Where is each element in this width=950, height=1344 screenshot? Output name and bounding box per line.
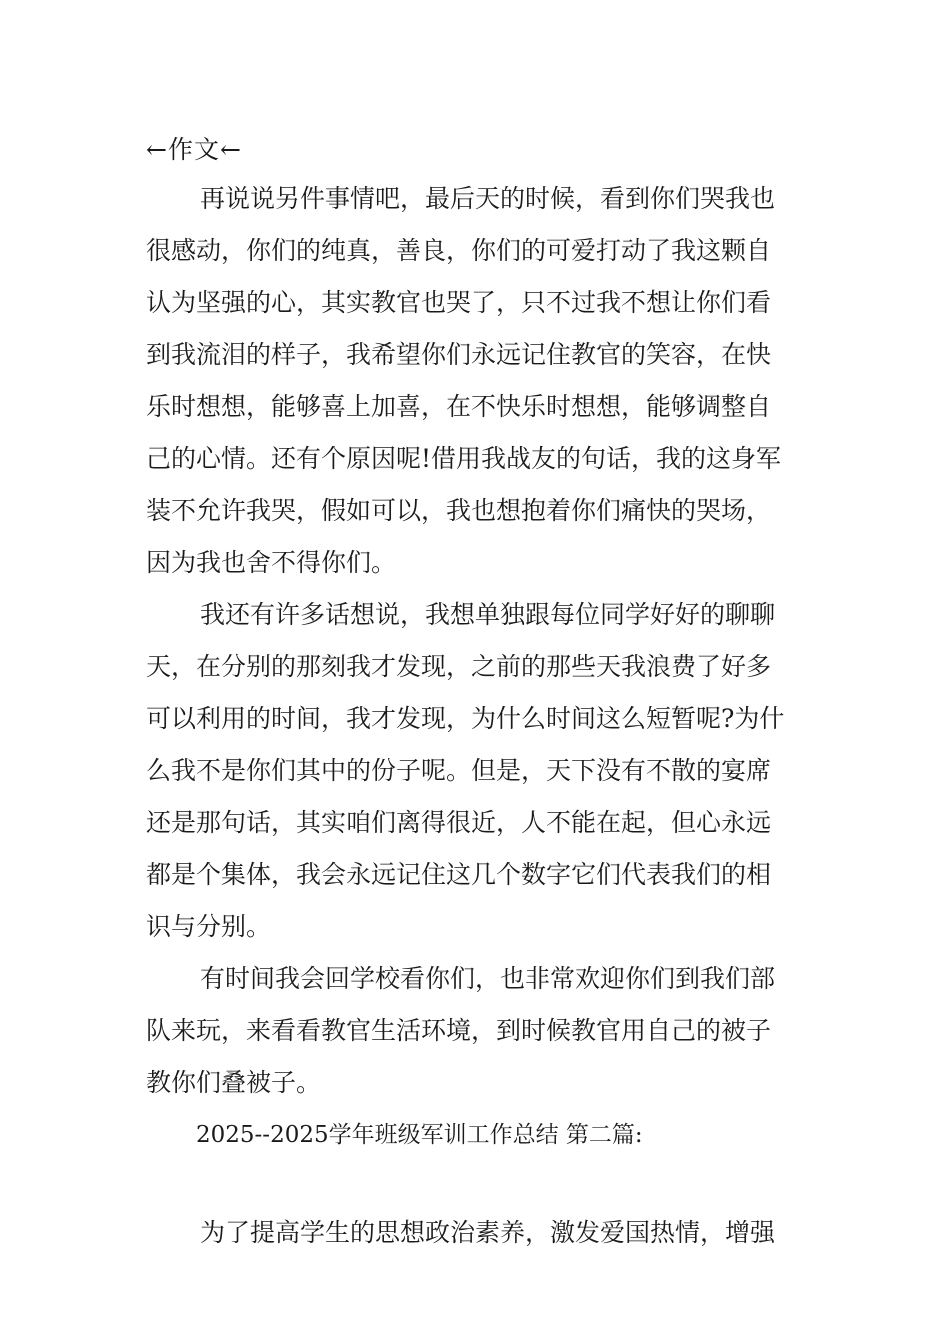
paragraph-3-line-3: 教你们叠被子。 <box>146 1068 322 1097</box>
paragraph-1-line-4: 到我流泪的样子，我希望你们永远记住教官的笑容，在快 <box>146 340 772 369</box>
paragraph-1-line-1: 再说说另件事情吧，最后天的时候，看到你们哭我也 <box>200 184 776 213</box>
paragraph-3-line-2: 队来玩，来看看教官生活环境，到时候教官用自己的被子 <box>146 1016 772 1045</box>
paragraph-2-line-3: 可以利用的时间，我才发现，为什么时间这么短暂呢?为什 <box>146 704 785 733</box>
paragraph-1-line-5: 乐时想想，能够喜上加喜，在不快乐时想想，能够调整自 <box>146 392 772 421</box>
paragraph-2-line-4: 么我不是你们其中的份子呢。但是，天下没有不散的宴席 <box>146 756 772 785</box>
section-heading: 2025--2025学年班级军训工作总结 第二篇: <box>196 1122 643 1148</box>
paragraph-2-line-5: 还是那句话，其实咱们离得很近，人不能在起，但心永远 <box>146 808 772 837</box>
paragraph-1-line-2: 很感动，你们的纯真，善良，你们的可爱打动了我这颗自 <box>146 236 772 265</box>
paragraph-4-line-1: 为了提高学生的思想政治素养，激发爱国热情，增强 <box>200 1218 776 1247</box>
paragraph-2-line-2: 天，在分别的那刻我才发现，之前的那些天我浪费了好多 <box>146 652 772 681</box>
paragraph-2-line-6: 都是个集体，我会永远记住这几个数字它们代表我们的相 <box>146 860 772 889</box>
paragraph-1-line-6: 己的心情。还有个原因呢!借用我战友的句话，我的这身军 <box>146 444 782 473</box>
paragraph-2-line-7: 识与分别。 <box>146 912 272 941</box>
paragraph-1-line-3: 认为坚强的心，其实教官也哭了，只不过我不想让你们看 <box>146 288 772 317</box>
paragraph-1-line-8: 因为我也舍不得你们。 <box>146 548 397 577</box>
paragraph-3-line-1: 有时间我会回学校看你们，也非常欢迎你们到我们部 <box>200 964 776 993</box>
paragraph-2-line-1: 我还有许多话想说，我想单独跟每位同学好好的聊聊 <box>200 600 776 629</box>
page-header: ←作文← <box>146 135 242 164</box>
paragraph-1-line-7: 装不允许我哭，假如可以，我也想抱着你们痛快的哭场， <box>146 496 772 525</box>
